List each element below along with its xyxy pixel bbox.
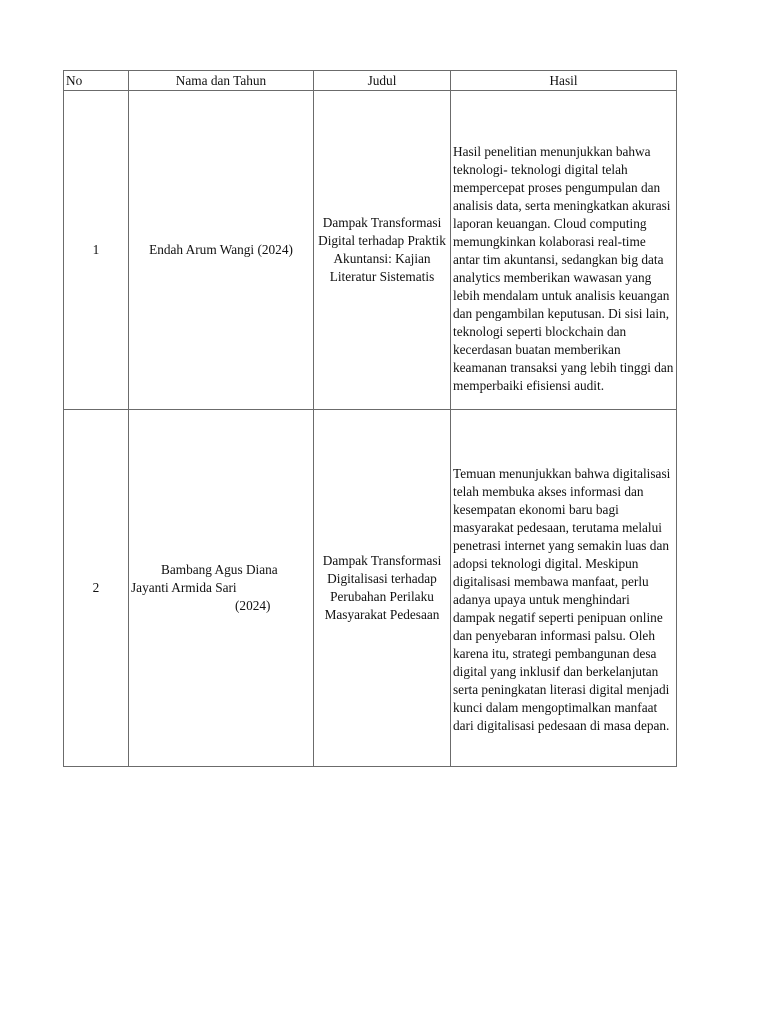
literature-table xyxy=(63,70,677,767)
cell-judul: Dampak Transformasi Digitalisasi terhadap Perubahan Perilaku Masyarakat Pedesaan xyxy=(314,410,451,767)
header-nama-tahun: Nama dan Tahun xyxy=(129,71,314,91)
header-hasil: Hasil xyxy=(451,71,677,91)
table-row xyxy=(64,91,677,410)
cell-no: 1 xyxy=(64,91,129,410)
cell-hasil-text: Temuan menunjukkan bahwa digitalisasi telah membuka akses informasi dan kesempatan ekonomi baru bagi masyarakat pedesaan, terutama melalui penetrasi internet yang semakin luas dan adopsi teknologi digital. Meskipun digitalisasi membawa manfaat, perlu adanya upaya untuk menghindari dampak negatif seperti penipuan online dan penyebaran informasi palsu. Oleh karena itu, strategi pembangunan desa digital yang inklusif dan berkelanjutan serta peningkatan literasi digital menjadi kunci dalam mengoptimalkan manfaat dari digitalisasi pedesaan di masa depan. xyxy=(453,466,671,733)
cell-no: 2 xyxy=(64,410,129,767)
cell-nama-tahun: Endah Arum Wangi (2024) xyxy=(129,91,314,410)
header-judul: Judul xyxy=(314,71,451,91)
table-header-row xyxy=(64,71,677,91)
cell-hasil xyxy=(451,410,677,767)
cell-judul: Dampak Transformasi Digital terhadap Praktik Akuntansi: Kajian Literatur Sistematis xyxy=(314,91,451,410)
author-names xyxy=(131,561,311,615)
author-line-2: Jayanti Armida Sari xyxy=(131,580,237,595)
author-year: (2024) xyxy=(235,598,271,613)
cell-nama-tahun xyxy=(129,410,314,767)
table-row xyxy=(64,410,677,767)
cell-hasil xyxy=(451,91,677,410)
author-line-1: Bambang Agus Diana xyxy=(161,562,278,577)
header-no: No xyxy=(64,71,129,91)
cell-hasil-text: Hasil penelitian menunjukkan bahwa teknologi- teknologi digital telah mempercepat proses pengumpulan dan analisis data, serta meningkatkan akurasi laporan keuangan. Cloud computing memungkinkan kolaborasi real-time antar tim akuntansi, sedangkan big data analytics memberikan wawasan yang lebih mendalam untuk analisis keuangan dan pengambilan keputusan. Di sisi lain, teknologi seperti blockchain dan kecerdasan buatan memberikan keamanan transaksi yang lebih tinggi dan memperbaiki efisiensi audit. xyxy=(453,144,674,393)
